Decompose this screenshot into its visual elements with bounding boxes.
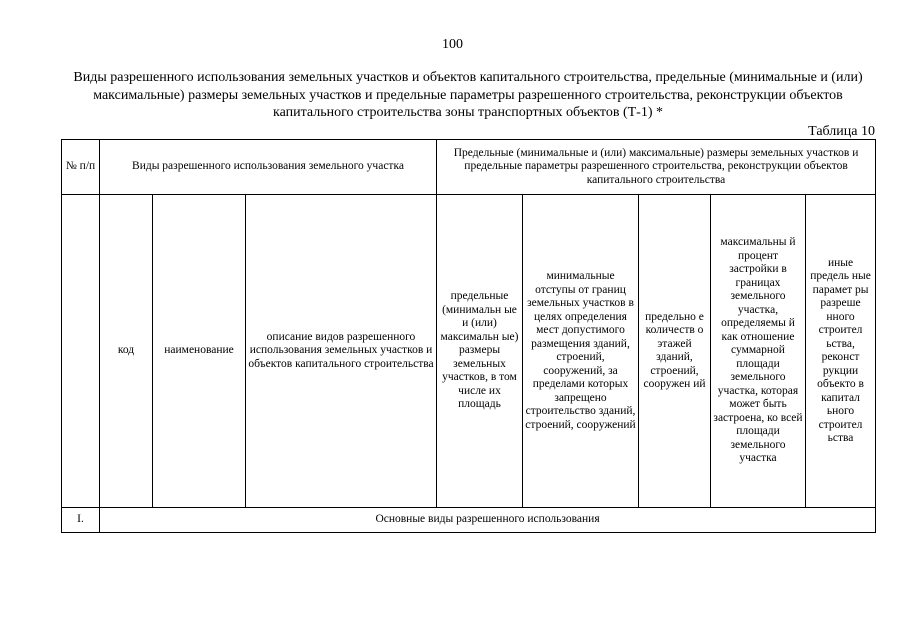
page-number: 100: [442, 37, 463, 52]
subheader-setbacks: минимальные отступы от границ земельных участков в целях определения мест допустимого размещения зданий, строений, сооружений, за пределами которых запрещено строительство зданий, строений, сооружений: [523, 195, 639, 508]
zoning-table: [61, 139, 876, 533]
subheader-empty: [62, 195, 100, 508]
table-caption: Таблица 10: [808, 124, 875, 139]
subheader-name: наименование: [153, 195, 246, 508]
section-row: [62, 508, 876, 533]
subheader-code: код: [100, 195, 153, 508]
section-num: I.: [62, 508, 100, 533]
header-num: № п/п: [62, 140, 100, 195]
table-header-row: [62, 140, 876, 195]
header-limits: Предельные (минимальные и (или) максимальные) размеры земельных участков и предельные параметры разрешенного строительства, реконструкции объектов капитального строительства: [437, 140, 876, 195]
section-title: Основные виды разрешенного использования: [100, 508, 876, 533]
subheader-other: иные предель ные парамет ры разреше нного строител ьства, реконст рукции объекто в капитал ьного строител ьства: [806, 195, 876, 508]
subheader-coverage: максимальны й процент застройки в границах земельного участка, определяемы й как отношение суммарной площади земельного участка, которая может быть застроена, ко всей площади земельного участка: [711, 195, 806, 508]
subheader-plot-size: предельные (минимальн ые и (или) максимальн ые) размеры земельных участков, в том числе их площадь: [437, 195, 523, 508]
header-uses: Виды разрешенного использования земельного участка: [100, 140, 437, 195]
document-heading: Виды разрешенного использования земельных участков и объектов капитального строительства, предельные (минимальные и (или) максимальные) размеры земельных участков и предельные параметры разрешенного строительства, реконструкции объектов капитального строительства зоны транспортных объектов (Т-1) *: [73, 70, 863, 120]
subheader-floors: предельно е количеств о этажей зданий, строений, сооружен ий: [639, 195, 711, 508]
subheader-description: описание видов разрешенного использования земельных участков и объектов капитального строительства: [246, 195, 437, 508]
table-subheader-row: [62, 195, 876, 508]
